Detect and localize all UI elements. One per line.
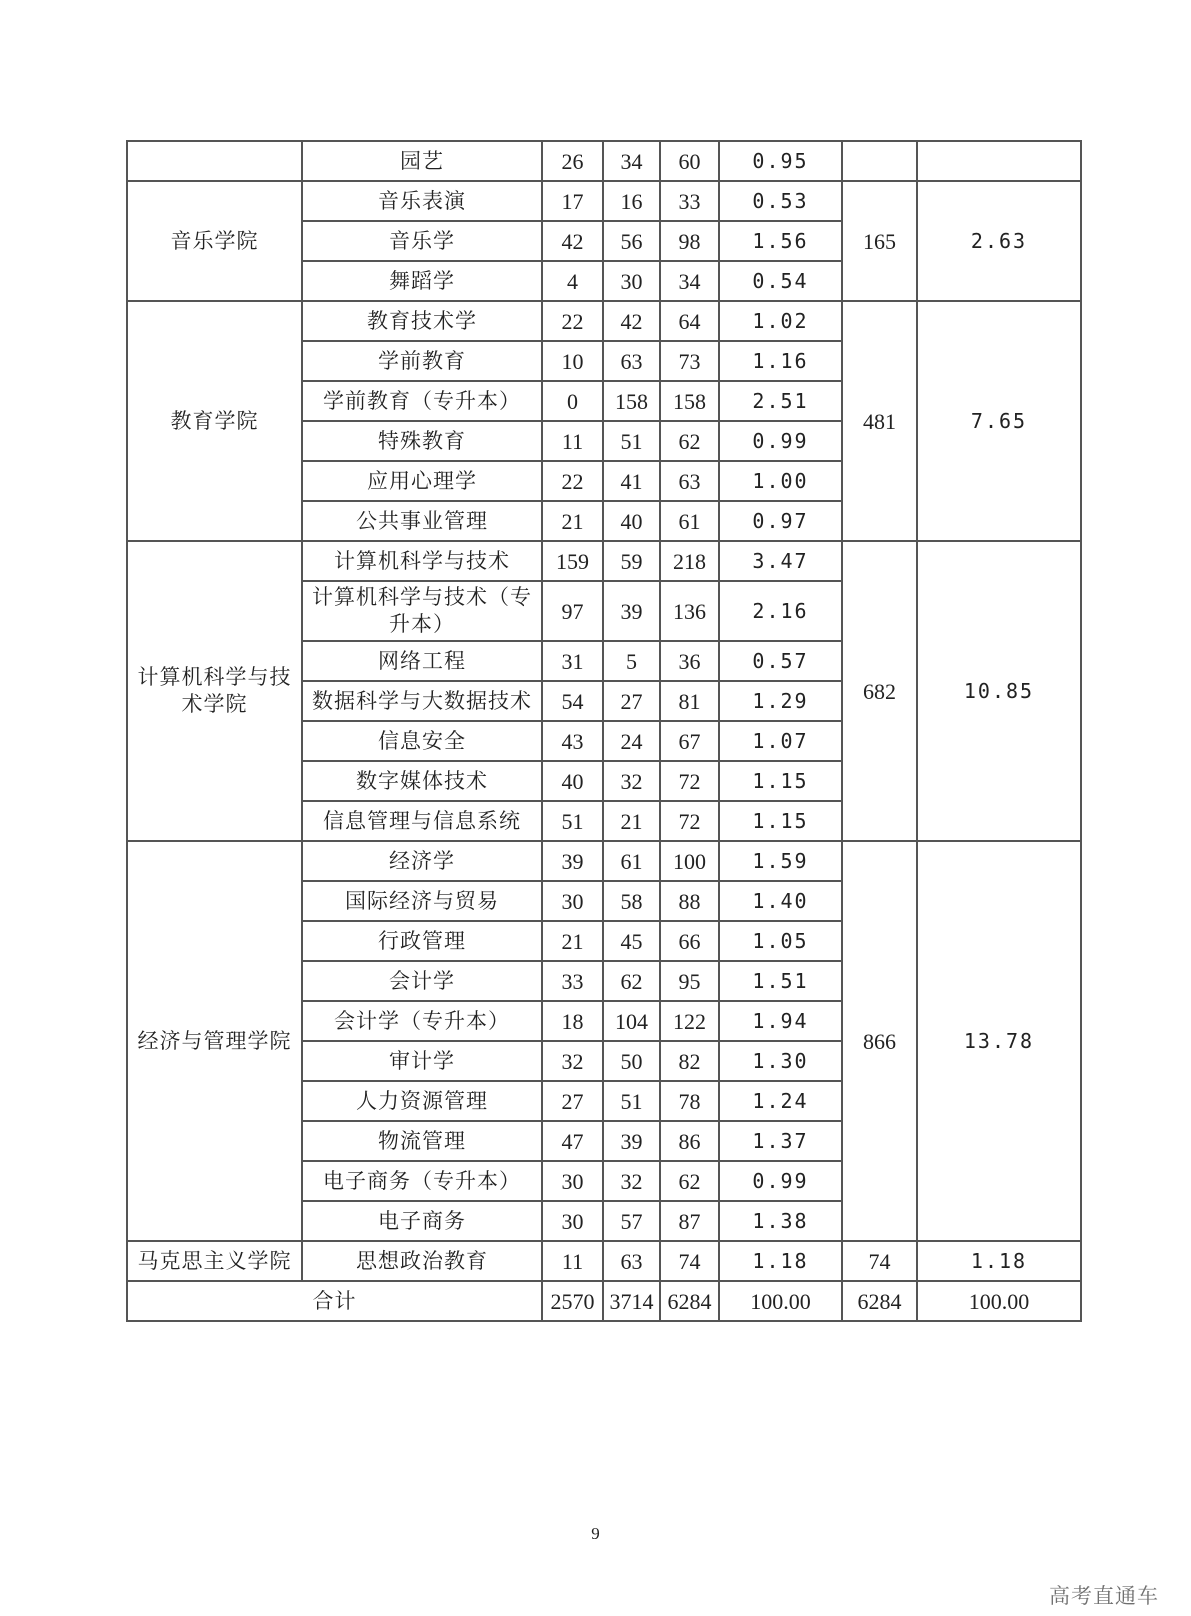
count-cell-1: 21 [542,921,603,961]
ratio-cell: 1.30 [719,1041,842,1081]
ratio-cell: 0.53 [719,181,842,221]
ratio-cell: 0.97 [719,501,842,541]
count-cell-2: 32 [603,1161,660,1201]
count-cell-1: 33 [542,961,603,1001]
ratio-cell: 1.56 [719,221,842,261]
count-cell-2: 24 [603,721,660,761]
major-cell: 数字媒体技术 [302,761,542,801]
college-cell: 教育学院 [127,301,302,541]
count-cell-1: 18 [542,1001,603,1041]
major-cell: 音乐学 [302,221,542,261]
major-cell: 网络工程 [302,641,542,681]
major-cell: 电子商务（专升本） [302,1161,542,1201]
college-total-cell: 682 [842,541,917,841]
count-cell-1: 10 [542,341,603,381]
count-cell-2: 42 [603,301,660,341]
total-ratio: 100.00 [719,1281,842,1321]
ratio-cell: 2.51 [719,381,842,421]
ratio-cell: 0.95 [719,141,842,181]
ratio-cell: 0.99 [719,421,842,461]
major-cell: 电子商务 [302,1201,542,1241]
ratio-cell: 3.47 [719,541,842,581]
count-cell-3: 72 [660,801,719,841]
major-cell: 经济学 [302,841,542,881]
count-cell-3: 36 [660,641,719,681]
college-pct-cell: 1.18 [917,1241,1081,1281]
count-cell-3: 218 [660,541,719,581]
count-cell-1: 30 [542,1201,603,1241]
count-cell-3: 95 [660,961,719,1001]
count-cell-1: 159 [542,541,603,581]
college-total-cell: 165 [842,181,917,301]
table-row [127,1241,1081,1281]
college-cell [127,141,302,181]
ratio-cell: 1.40 [719,881,842,921]
count-cell-2: 58 [603,881,660,921]
count-cell-3: 82 [660,1041,719,1081]
major-cell: 计算机科学与技术 [302,541,542,581]
table-row [127,141,1081,181]
count-cell-3: 67 [660,721,719,761]
major-cell: 会计学（专升本） [302,1001,542,1041]
count-cell-3: 34 [660,261,719,301]
ratio-cell: 1.94 [719,1001,842,1041]
ratio-cell: 1.18 [719,1241,842,1281]
count-cell-2: 62 [603,961,660,1001]
major-cell: 人力资源管理 [302,1081,542,1121]
count-cell-2: 57 [603,1201,660,1241]
count-cell-2: 40 [603,501,660,541]
count-cell-1: 97 [542,581,603,641]
major-cell: 园艺 [302,141,542,181]
count-cell-3: 98 [660,221,719,261]
major-cell: 数据科学与大数据技术 [302,681,542,721]
college-pct-cell: 13.78 [917,841,1081,1241]
total-college-total: 6284 [842,1281,917,1321]
college-pct-cell [917,141,1081,181]
count-cell-2: 21 [603,801,660,841]
college-pct-cell: 10.85 [917,541,1081,841]
major-cell: 音乐表演 [302,181,542,221]
count-cell-3: 62 [660,421,719,461]
count-cell-1: 54 [542,681,603,721]
count-cell-3: 122 [660,1001,719,1041]
count-cell-3: 60 [660,141,719,181]
count-cell-2: 39 [603,1121,660,1161]
major-cell: 应用心理学 [302,461,542,501]
major-cell: 物流管理 [302,1121,542,1161]
ratio-cell: 1.07 [719,721,842,761]
count-cell-1: 22 [542,301,603,341]
major-cell: 思想政治教育 [302,1241,542,1281]
count-cell-3: 100 [660,841,719,881]
count-cell-2: 27 [603,681,660,721]
ratio-cell: 1.59 [719,841,842,881]
major-cell: 信息安全 [302,721,542,761]
ratio-cell: 1.24 [719,1081,842,1121]
watermark: 高考直通车 [1049,1584,1159,1608]
total-college-pct: 100.00 [917,1281,1081,1321]
table-row [127,841,1081,881]
major-cell: 教育技术学 [302,301,542,341]
count-cell-2: 158 [603,381,660,421]
table-body [127,141,1081,1321]
count-cell-1: 26 [542,141,603,181]
college-cell: 经济与管理学院 [127,841,302,1241]
count-cell-2: 50 [603,1041,660,1081]
college-total-cell [842,141,917,181]
major-cell: 特殊教育 [302,421,542,461]
major-cell: 公共事业管理 [302,501,542,541]
count-cell-1: 31 [542,641,603,681]
count-cell-3: 158 [660,381,719,421]
major-cell: 学前教育 [302,341,542,381]
major-cell: 计算机科学与技术（专升本） [302,581,542,641]
count-cell-1: 21 [542,501,603,541]
ratio-cell: 1.02 [719,301,842,341]
count-cell-1: 30 [542,881,603,921]
count-cell-1: 39 [542,841,603,881]
count-cell-3: 74 [660,1241,719,1281]
ratio-cell: 1.51 [719,961,842,1001]
count-cell-3: 66 [660,921,719,961]
count-cell-2: 30 [603,261,660,301]
count-cell-1: 43 [542,721,603,761]
count-cell-2: 41 [603,461,660,501]
count-cell-2: 63 [603,1241,660,1281]
count-cell-3: 72 [660,761,719,801]
college-total-cell: 481 [842,301,917,541]
count-cell-2: 63 [603,341,660,381]
ratio-cell: 1.05 [719,921,842,961]
count-cell-1: 22 [542,461,603,501]
college-cell: 音乐学院 [127,181,302,301]
count-cell-1: 17 [542,181,603,221]
count-cell-2: 61 [603,841,660,881]
ratio-cell: 1.29 [719,681,842,721]
ratio-cell: 0.57 [719,641,842,681]
count-cell-2: 56 [603,221,660,261]
ratio-cell: 0.54 [719,261,842,301]
major-cell: 舞蹈学 [302,261,542,301]
ratio-cell: 1.15 [719,761,842,801]
count-cell-3: 136 [660,581,719,641]
college-cell: 计算机科学与技术学院 [127,541,302,841]
count-cell-2: 5 [603,641,660,681]
total-count-3: 6284 [660,1281,719,1321]
count-cell-1: 51 [542,801,603,841]
count-cell-1: 11 [542,421,603,461]
major-cell: 审计学 [302,1041,542,1081]
table-row [127,541,1081,581]
count-cell-2: 59 [603,541,660,581]
count-cell-2: 104 [603,1001,660,1041]
college-cell: 马克思主义学院 [127,1241,302,1281]
enrollment-table [126,140,1082,1322]
college-total-cell: 74 [842,1241,917,1281]
ratio-cell: 1.37 [719,1121,842,1161]
major-cell: 行政管理 [302,921,542,961]
count-cell-2: 45 [603,921,660,961]
count-cell-2: 51 [603,1081,660,1121]
table-row [127,301,1081,341]
ratio-cell: 1.15 [719,801,842,841]
count-cell-1: 40 [542,761,603,801]
count-cell-3: 87 [660,1201,719,1241]
count-cell-3: 88 [660,881,719,921]
table-row [127,181,1081,221]
college-pct-cell: 2.63 [917,181,1081,301]
total-count-2: 3714 [603,1281,660,1321]
count-cell-1: 32 [542,1041,603,1081]
count-cell-1: 47 [542,1121,603,1161]
ratio-cell: 1.16 [719,341,842,381]
major-cell: 国际经济与贸易 [302,881,542,921]
count-cell-2: 51 [603,421,660,461]
count-cell-3: 78 [660,1081,719,1121]
college-total-cell: 866 [842,841,917,1241]
count-cell-3: 86 [660,1121,719,1161]
count-cell-3: 63 [660,461,719,501]
major-cell: 会计学 [302,961,542,1001]
major-cell: 信息管理与信息系统 [302,801,542,841]
major-cell: 学前教育（专升本） [302,381,542,421]
page-number: 9 [591,1524,600,1543]
count-cell-2: 32 [603,761,660,801]
ratio-cell: 1.00 [719,461,842,501]
ratio-cell: 1.38 [719,1201,842,1241]
count-cell-1: 27 [542,1081,603,1121]
count-cell-1: 11 [542,1241,603,1281]
count-cell-2: 16 [603,181,660,221]
count-cell-1: 30 [542,1161,603,1201]
ratio-cell: 2.16 [719,581,842,641]
count-cell-3: 62 [660,1161,719,1201]
count-cell-3: 61 [660,501,719,541]
count-cell-3: 73 [660,341,719,381]
total-row [127,1281,1081,1321]
total-label: 合计 [127,1281,542,1321]
count-cell-2: 34 [603,141,660,181]
college-pct-cell: 7.65 [917,301,1081,541]
total-count-1: 2570 [542,1281,603,1321]
ratio-cell: 0.99 [719,1161,842,1201]
count-cell-3: 81 [660,681,719,721]
count-cell-3: 64 [660,301,719,341]
count-cell-1: 4 [542,261,603,301]
count-cell-1: 0 [542,381,603,421]
count-cell-1: 42 [542,221,603,261]
count-cell-3: 33 [660,181,719,221]
count-cell-2: 39 [603,581,660,641]
